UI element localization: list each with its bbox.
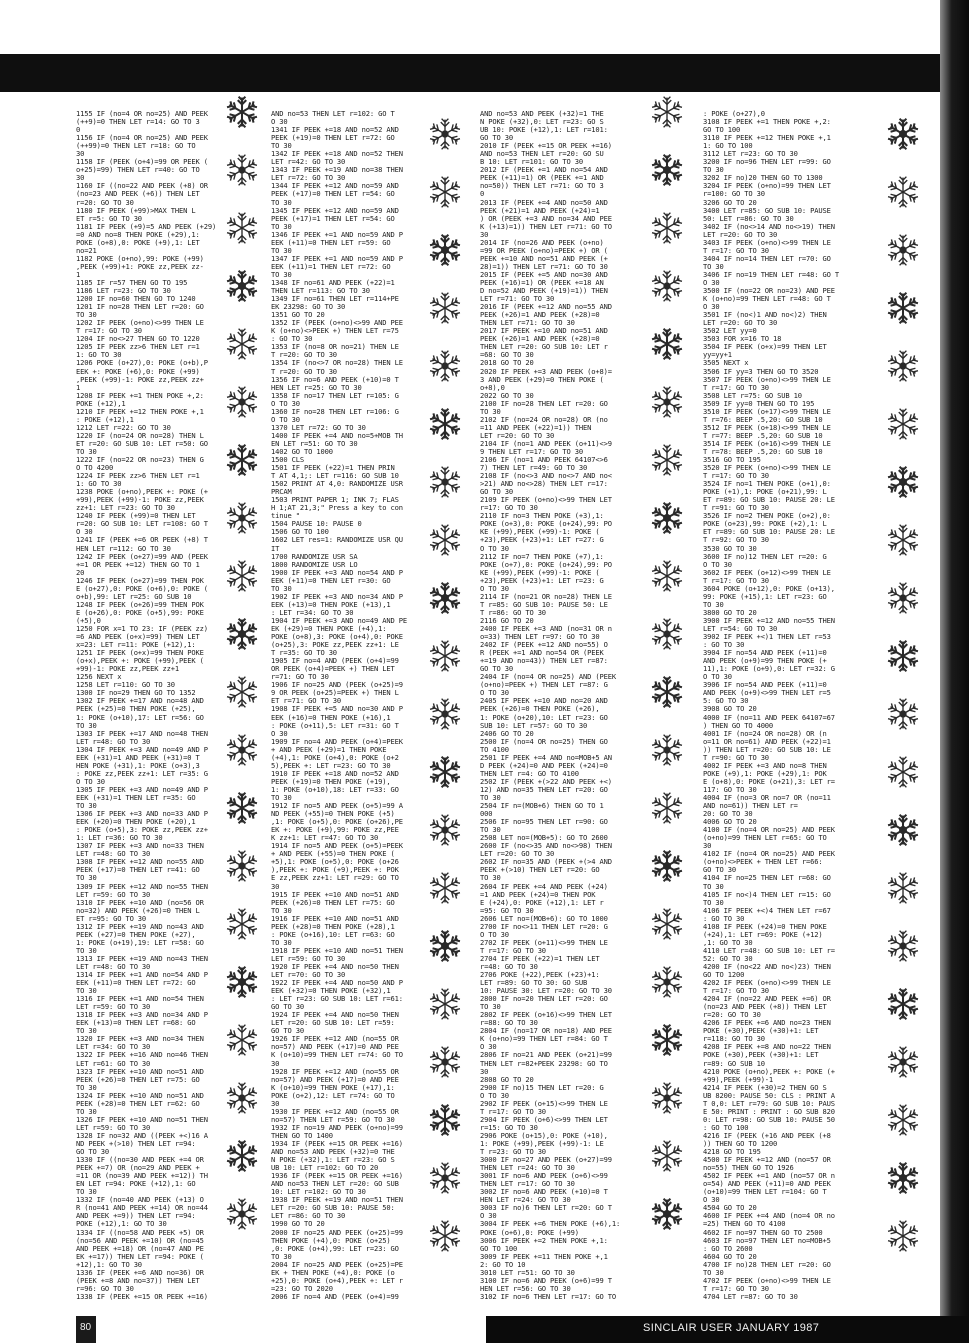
- snowflake-icon: [225, 501, 259, 535]
- snowflake-icon: [886, 1103, 920, 1137]
- snowflake-icon: [428, 233, 462, 267]
- snowflake-icon: [650, 849, 684, 883]
- snowflake-icon: [886, 1219, 920, 1253]
- listing-column-4: : POKE (o+27),0 3108 IF PEEK +=1 THEN POKE +,2: GO TO 100 3110 IF PEEK +=12 THEN POKE +,1 1: GO TO 100 3112 LET r=23: GO TO 30 3200 IF no=96 THEN LET r=99: GO TO 30 3202 IF no)20 THEN GO TO 1300 3204 IF PEEK (o+no)=99 THEN LET r=100: GO TO 30 3206 GO TO 20 3400 LET r=85: GO SUB 10: PAUSE 50: LET r=86: GO TO 30 3402 IF (no<>14 AND no<>19) THEN LET r=20: GO TO 30 3403 IF PEEK (o+no)<>99 THEN LE T r=17: GO TO 30 3404 IF no=14 THEN LET r=70: GO TO 30 3406 IF no=19 THEN LET r=48: GO T O 30 3500 IF (no=22 OR no=23) AND PEE K (o+no)=99 THEN LET r=48: GO T O 30 3501 IF (no<)1 AND no<)2) THEN LET r=20: GO TO 30 3502 LET yy=0 3503 FOR x=16 TO 18 3504 IF PEEK (o+x)=99 THEN LET yy=yy+1 3505 NEXT x 3506 IF yy=3 THEN GO TO 3520 3507 IF PEEK (o+no)<>99 THEN LE T r=17: GO TO 30 3508 LET r=75: GO SUB 10 3509 IF yy=0 THEN GO TO 195 3510 IF PEEK (o+17)<>99 THEN LE T r=76: BEEP .5,20: GO SUB 10 3512 IF PEEK (o+18)<>99 THEN LE T r=77: BEEP .5,20: GO SUB 10 3514 IF PEEK (o+16)<>99 THEN LE T r=78: BEEP .5,20: GO SUB 10 3516 GO TO 195 3520 IF PEEK (o+no)<>99 THEN LE T r=17: GO TO 30 3524 IF no=1 THEN POKE (o+1),0: POKE (+1),1: POKE (o+21),99: L ET r=89: GO SUB 10: PAUSE 20: LE T r=91: GO TO 30 3526 IF no=2 THEN POKE (o+2),0: POKE (o+23),99: POKE (+2),1: L ET r=89: GO SUB 10: PAUSE 20: LE T r=92: GO TO 30 3530 GO TO 30 3600 IF no)12 THEN LET r=20: G O TO 30 3602 IF PEEK (o+12)<>99 THEN LE T r=17: GO TO 30 3604 POKE (o+12),0: POKE (o+13), 99: POKE (+15),1: LET r=23: GO TO 30 3800 GO TO 20 3900 IF PEEK +=12 AND no=55 THEN LET r=54: GO TO 30 3902 IF PEEK +<)1 THEN LET r=53 : GO TO 30 3904 IF no=54 AND PEEK (+11)=0 AND PEEK (o+9)=99 THEN POKE (+ 11),1: POKE (o+9),0: LET r=32: G O TO 30 3906 IF no=54 AND PEEK (+11)=0 AND PEEK (o+9)<>99 THEN LET r=5 5: GO TO 30 3908 GO TO 20 4000 IF (no=11 AND PEEK 64107=67 ) THEN GO TO 4000 4001 IF (no=24 OR no=28) OR (n o=11 OR no=61) AND PEEK (+22)=1 )) THEN LET r=20: GO SUB 10: LE T r=90: GO TO 30 4002 IF PEEK +=3 AND no=8 THEN POKE (+9),1: POKE (+29),1: POK E (o+8),0: POKE (o+21),3: LET r= 117: GO TO 30 4004 IF (no=3 OR no=7 OR (no=11 AND no=61)) THEN LET r= 20: GO TO 30 4006 GO TO 20 4100 IF (no=4 OR no=25) AND PEEK (o+no)=99 THEN LET r=65: GO TO 30 4102 IF (no=4 OR no=25) AND PEEK (o+no)<>PEEK + THEN LET r=66: GO TO 30 4104 IF no=25 THEN LET r=68: GO TO 30 4105 IF no<)4 THEN LET r=15: GO TO 30 4106 IF PEEK +<)4 THEN LET r=67 : GO TO 30 4108 IF PEEK (+24)=0 THEN POKE (+24),1: LET r=69: POKE (+12) ,1: GO TO 30 4110 LET r=48: GO SUB 10: LET r= 52: GO TO 30 4200 IF (no<22 AND no<)23) THEN GO TO 1200 4202 IF PEEK (o+no)<>99 THEN LE T r=17: GO TO 30 4204 IF (no=22 AND PEEK +=6) OR (no=23 AND PEEK (+8)) THEN LET r=20: GO TO 30 4206 IF PEEK +=6 AND no=23 THEN POKE (+30),PEEK (+30)+1: LET r=118: GO TO 30 4208 IF PEEK +=8 AND no=22 THEN POKE (+30),PEEK (+30)+1: LET r=89: GO SUB 10 4210 POKE (o+no),PEEK +: POKE (+ +99),PEEK (+99)-1 4214 IF PEEK (+30)=2 THEN GO S UB 8200: PAUSE 50: CLS : PRINT A T 0,0: LET r=79: GO SUB 10: PAUS E 50: PRINT : PRINT : GO SUB 820 0: LET r=98: GO SUB 10: PAUSE 50 : GO TO 100 4216 IF (PEEK (+16 AND PEEK (+8 )) THEN GO TO 1200 4218 GO TO 195 4500 IF PEEK +=12 AND (no=57 OR no=55) THEN GO TO 1926 4502 IF PEEK +=1 AND (no=57 OR n o=54) AND PEEK (+11)=0 AND PEEK (o+10)=99 THEN LET r=104: GO T O 30 4504 GO TO 20 4600 IF PEEK +=4 AND (no=4 OR no =25) THEN GO TO 4100 4602 IF no=97 THEN GO TO 2500 4603 IF no=97 THEN LET no=MOB+5 : GO TO 2600 4604 GO TO 20 4700 IF no)28 THEN LET r=20: GO TO 30 4702 IF PEEK (o+no)<>99 THEN LE T r=17: GO TO 30 4704 LET r=87: GO TO 30: [703, 110, 839, 1300]
- snowflake-icon: [650, 153, 684, 187]
- snowflake-icon: [225, 965, 259, 999]
- snowflake-icon: [225, 849, 259, 883]
- snowflake-icon: [225, 1023, 259, 1057]
- snowflake-icon: [225, 733, 259, 767]
- snowflake-icon: [886, 929, 920, 963]
- listing-column-2: AND no=53 THEN LET r=102: GO T O 30 1341 IF PEEK +=18 AND no=52 AND PEEK (+19)=0 THEN LET r=72: GO TO 30 1342 IF PEEK +=18 AND no=52 THEN LET r=42: GO TO 30 1343 IF PEEK +=19 AND no=38 THEN LET r=72: GO TO 30 1344 IF PEEK +=12 AND no=59 AND PEEK (+17)=0 THEN LET r=54: GO TO 30 1345 IF PEEK +=12 AND no=59 AND PEEK (+17)=1 THEN LET r=54: GO TO 30 1346 IF PEEK +=1 AND no=59 AND P EEK (+11)=0 THEN LET r=59: GO TO 30 1347 IF PEEK +=1 AND no=59 AND P EEK (+11)=1 THEN LET r=72: GO TO 30 1348 IF no=61 AND PEEK (+22)=1 THEN LET r=113: GO TO 30 1349 IF no=61 THEN LET r=114+PE EK 23298: GO TO 30 1351 GO TO 20 1352 IF (PEEK (o+no)<>99 AND PEE K (o+no)<>PEEK +) THEN LET r=75 : GO TO 30 1353 IF (no=8 OR no=21) THEN LE T r=20: GO TO 30 1354 IF (no<>7 OR no=28) THEN LE T r=20: GO TO 30 1356 IF no=6 AND PEEK (+10)=0 T HEN LET r=25: GO TO 30 1358 IF no=17 THEN LET r=105: G O TO 30 1360 IF no=28 THEN LET r=106: G O TO 30 1370 LET r=72: GO TO 30 1400 IF PEEK +=4 AND no=5+MOB TH EN LET r=51: GO TO 30 1402 GO TO 1000 1500 CLS 1501 IF PEEK (+22)=1 THEN PRIN T AT 4,1;: LET r=116: GO SUB 10 1502 PRINT AT 4,0: RANDOMIZE USR PRCAM 1503 PRINT PAPER 1; INK 7; FLAS H 1;AT 21,3;" Press a key to con tinue " 1504 PAUSE 10: PAUSE 0 1506 GO TO 100 1602 LET res=1: RANDOMIZE USR QU IT 1700 RANDOMIZE USR SA 1800 RANDOMIZE USR LO 1900 IF PEEK +=3 AND no=54 AND P EEK (+11)=0 THEN LET r=30: GO TO 30 1902 IF PEEK +=3 AND no=34 AND P EEK (+13)=0 THEN POKE (+13),1 : LET r=34: GO TO 30 1904 IF PEEK +=3 AND no=49 AND PE EK (+29)=0 THEN POKE (+4),1: POKE (o+8),3: POKE (o+4),0: POKE (o+25),3: POKE zz,PEEK zz+1: LE T r=35: GO TO 30 1905 IF no=4 AND (PEEK (o+4)=99 OR PEEK (o+4)=PEEK +) THEN LET r=71: GO TO 30 1906 IF no=25 AND (PEEK (o+25)=9 9 OR PEEK (o+25)=PEEK +) THEN L ET r=71: GO TO 30 1908 IF PEEK +=5 AND no=30 AND P EEK (+16)=0 THEN POKE (+16),1 : POKE (o+11),5: LET r=31: GO T O 30 1909 IF no=4 AND PEEK (o+4)=PEEK + AND PEEK (+29)=1 THEN POKE (+4),1: POKE (o+4),0: POKE (o+2 5),PEEK +: LET r=23: GO TO 30 1910 IF PEEK +=18 AND no=52 AND PEEK (+19)=0 THEN POKE (+19), 1: POKE (o+10),18: LET r=33: GO TO 30 1912 IF no=5 AND PEEK (o+5)=99 A ND PEEK (+55)=0 THEN POKE (+5) ,1: POKE (o+5),0: POKE (o+26),PE EK +: POKE (+9),99: POKE zz,PEE K zz+1: LET r=47: GO TO 30 1914 IF no=5 AND PEEK (o+5)=PEEK + AND PEEK (+55)=0 THEN POKE ( +5),1: POKE (o+5),0: POKE (o+26 ),PEEK +: POKE (+9),PEEK +: POK E zz,PEEK zz+1: LET r=29: GO TO 30 1915 IF PEEK +=10 AND no=51 AND PEEK (+26)=0 THEN LET r=75: GO TO 30 1916 IF PEEK +=10 AND no=51 AND PEEK (+28)=0 THEN POKE (+28),1 : POKE (o+16),10: LET r=63: GO TO 30 1918 IF PEEK +=10 AND no=51 THEN LET r=59: GO TO 30 1920 IF PEEK +=4 AND no=50 THEN LET r=70: GO TO 30 1922 IF PEEK +=4 AND no=50 AND P EEK (+32)=0 THEN POKE (+32),1 : LET r=23: GO SUB 10: LET r=61: GO TO 30 1924 IF PEEK +=4 AND no=50 THEN LET r=20: GO SUB 10: LET r=59: GO TO 30 1926 IF PEEK +=12 AND (no=55 OR no=57) AND PEEK (+17)=0 AND PEE K (o+10)=99 THEN LET r=74: GO TO 30 1928 IF PEEK +=12 AND (no=55 OR no=57) AND PEEK (+17)=0 AND PEE K (o+10)=99 THEN POKE (+17),1: POKE (o+2),12: LET r=74: GO TO 30 1930 IF PEEK +=12 AND (no=55 OR no=57) THEN LET r=59: GO TO 30 1932 IF no=19 AND PEEK (o+no)=99 THEN GO TO 1400 1934 IF (PEEK +=15 OR PEEK +=16) AND no=53 AND PEEK (+32)=0 THE N POKE (+32),1: LET r=23: GO S UB 10: LET r=102: GO TO 20 1936 IF (PEEK +=15 OR PEEK +=16) AND no=53 THEN LET r=20: GO SUB 10: LET r=102: GO TO 30 1938 IF PEEK +=19 AND no=51 THEN LET r=20: GO SUB 10: PAUSE 50: LET r=86: GO TO 30 1990 GO TO 20 2000 IF no=25 AND PEEK (o+25)=99 THEN POKE (+4),0: POKE (o+25) ,0: POKE (o+4),99: LET r=23: GO TO 30 2004 IF no=25 AND PEEK (o+25)=PE EK + THEN POKE (+4),0: POKE (o +25),0: POKE (o+4),PEEK +: LET r =23: GO TO 2020 2006 IF no=4 AND (PEEK (o+4)=99: [271, 110, 407, 1300]
- snowflake-icon: [650, 791, 684, 825]
- snowflake-icon: [886, 175, 920, 209]
- snowflake-icon: [225, 327, 259, 361]
- snowflake-icon: [225, 675, 259, 709]
- snowflake-icon: [225, 1197, 259, 1231]
- snowflake-icon: [428, 929, 462, 963]
- listing-column-1: 1155 IF (no=4 OR no=25) AND PEEK (++9)=0 THEN LET r=14: GO TO 3 0 1156 IF (no=4 OR no=25) AND PEEK (++99)=0 THEN LET r=18: GO TO 30 1158 IF (PEEK (o+4)=99 OR PEEK ( o+25)=99) THEN LET r=40: GO TO 30 1160 IF ((no=22 AND PEEK (+8) OR (no=23 AND PEEK (+6)) THEN LET r=20: GO TO 30 1180 IF PEEK (+99)>MAX THEN L ET r=5: GO TO 30 1181 IF PEEK (+9)=5 AND PEEK (+29) =0 AND no=8 THEN POKE (+29),1: POKE (o+8),0: POKE (+9),1: LET no=21 1182 POKE (o+no),99: POKE (+99) ,PEEK (+99)+1: POKE zz,PEEK zz- 1 1185 IF r=57 THEN GO TO 195 1186 LET r=23: GO TO 30 1200 IF no=60 THEN GO TO 1240 1201 IF no=28 THEN LET r=20: GO TO 30 1202 IF PEEK (o+no)<>99 THEN LE T r=17: GO TO 30 1204 IF no<>27 THEN GO TO 1220 1205 IF PEEK zz>6 THEN LET r=1 1: GO TO 30 1206 POKE (o+27),0: POKE (o+b),P EEK +: POKE (+6),0: POKE (+99) ,PEEK (+99)-1: POKE zz,PEEK zz+ 1 1208 IF PEEK +=1 THEN POKE +,2: POKE (+12),1 1210 IF PEEK +=12 THEN POKE +,1 : POKE (+12),1 1212 LET r=22: GO TO 30 1220 IF (no=24 OR no=28) THEN L ET r=20: GO SUB 10: LET r=50: GO TO 30 1222 IF (no=22 OR no=23) THEN G O TO 4200 1224 IF PEEK zz>6 THEN LET r=1 1: GO TO 30 1238 POKE (o+no),PEEK +: POKE (+ +99),PEEK (+99)-1: POKE zz,PEEK zz+1: LET r=23: GO TO 30 1240 IF PEEK (+99)=0 THEN LET r=20: GO SUB 10: LET r=108: GO T O 30 1241 IF (PEEK +=6 OR PEEK (+8) T HEN LET r=112: GO TO 30 1242 IF PEEK (o+27)=99 AND (PEEK +=1 OR PEEK +=12) THEN GO TO 1 20 1246 IF PEEK (o+27)=99 THEN POK E (o+27),0: POKE (o+6),0: POKE ( o+b),99: LET r=25: GO SUB 10 1248 IF PEEK (o+26)=99 THEN POK E (o+26),0: POKE (o+5),99: POKE (+5),0 1250 FOR x=1 TO 23: IF (PEEK zz) =6 AND PEEK (o+x)=99) THEN LET x=23: LET r=11: POKE (+12),1: 1251 IF PEEK (o+x)=99 THEN POKE (o+x),PEEK +: POKE (+99),PEEK ( +99)-1: POKE zz,PEEK zz+1 1256 NEXT x 1258 LET r=110: GO TO 30 1300 IF no=29 THEN GO TO 1352 1302 IF PEEK +=17 AND no=48 AND PEEK (+25)=0 THEN POKE (+25), 1: POKE (o+10),17: LET r=56: GO TO 30 1303 IF PEEK +=17 AND no=48 THEN LET r=48: GO TO 30 1304 IF PEEK +=3 AND no=49 AND P EEK (+31)=1 AND PEEK (+31)=0 T HEN POKE (+31),1: POKE (o+3),3 : POKE zz,PEEK zz+1: LET r=35: G O TO 30 1305 IF PEEK +=3 AND no=49 AND P EEK (+31)=1 THEN LET r=35: GO TO 30 1306 IF PEEK +=3 AND no=33 AND P EEK (+20)=0 THEN POKE (+20),1 : POKE (o+5),3: POKE zz,PEEK zz+ 1: LET r=36: GO TO 30 1307 IF PEEK +=3 AND no=33 THEN LET r=48: GO TO 30 1308 IF PEEK +=12 AND no=55 AND PEEK (+17)=0 THEN LET r=41: GO TO 30 1309 IF PEEK +=12 AND no=55 THEN LET r=59: GO TO 30 1310 IF PEEK +=10 AND (no=56 OR no=32) AND PEEK (+26)=0 THEN L ET r=95: GO TO 30 1312 IF PEEK +=19 AND no=43 AND PEEK (+27)=0 THEN POKE (+27), 1: POKE (o+19),19: LET r=58: GO TO 30 1313 IF PEEK +=19 AND no=43 THEN LET r=48: GO TO 30 1314 IF PEEK +=1 AND no=54 AND P EEK (+11)=0 THEN LET r=72: GO TO 30 1316 IF PEEK +=1 AND no=54 THEN LET r=59: GO TO 30 1318 IF PEEK +=3 AND no=34 AND P EEK (+13)=0 THEN LET r=68: GO TO 30 1320 IF PEEK +=3 AND no=34 THEN LET r=34: GO TO 30 1322 IF PEEK +=16 AND no=46 THEN LET r=61: GO TO 30 1323 IF PEEK +=10 AND no=51 AND PEEK (+26)=0 THEN LET r=75: GO TO 30 1324 IF PEEK +=10 AND no=51 AND PEEK (+28)=0 THEN LET r=62: GO TO 30 1326 IF PEEK +=10 AND no=51 THEN LET r=59: GO TO 30 1328 IF no=32 AND ((PEEK +<)16 A ND PEEK +(>10) THEN LET r=94: GO TO 30 1330 IF ((no=30 AND PEEK +=4 OR PEEK +=7) OR (no=29 AND PEEK + =11 OR (no=39 AND PEEK +=12)) TH EN LET r=94: POKE (+12),1: GO TO 30 1332 IF (no=40 AND PEEK (+13) O R (no=41 AND PEEK +=14) OR no=44 AND PEEK +=9)) THEN LET r=94: POKE (+12),1: GO TO 30 1334 IF ((no=58 AND PEEK +5) OR (no=56 AND PEEK +=10) OR (no=45 AND PEEK +=18) OR (no=47 AND PE EK +=17)) THEN LET r=94: POKE ( +12),1: GO TO 30 1336 IF (PEEK +=6 AND no=36) OR (PEEK +=8 AND no=37)) THEN LET r=96: GO TO 30 1338 IF (PEEK +=15 OR PEEK +=16): [76, 110, 217, 1300]
- snowflake-icon: [225, 211, 259, 245]
- snowflake-icon: [225, 1081, 259, 1115]
- snowflake-icon: [886, 523, 920, 557]
- snowflake-icon: [886, 755, 920, 789]
- page-right-edge: [940, 0, 969, 1343]
- snowflake-icon: [428, 581, 462, 615]
- snowflake-icon: [225, 791, 259, 825]
- snowflake-icon: [428, 813, 462, 847]
- snowflake-icon: [886, 291, 920, 325]
- snowflake-icon: [650, 269, 684, 303]
- snowflake-icon: [650, 385, 684, 419]
- snowflake-icon: [886, 407, 920, 441]
- snowflake-icon: [428, 987, 462, 1021]
- snowflake-icon: [428, 871, 462, 905]
- snowflake-icon: [650, 559, 684, 593]
- snowflake-icon: [650, 95, 684, 129]
- snowflake-icon: [886, 813, 920, 847]
- snowflake-icon: [428, 175, 462, 209]
- snowflake-icon: [428, 1103, 462, 1137]
- snowflake-icon: [650, 1081, 684, 1115]
- snowflake-icon: [650, 211, 684, 245]
- magazine-footer: SINCLAIR USER JANUARY 1987: [643, 1322, 820, 1334]
- snowflake-icon: [886, 233, 920, 267]
- snowflake-icon: [650, 1023, 684, 1057]
- snowflake-icon: [650, 1139, 684, 1173]
- snowflake-icon: [886, 871, 920, 905]
- snowflake-icon: [225, 95, 259, 129]
- snowflake-icon: [886, 1161, 920, 1195]
- snowflake-icon: [428, 465, 462, 499]
- snowflake-icon: [886, 349, 920, 383]
- snowflake-icon: [428, 697, 462, 731]
- snowflake-icon: [428, 349, 462, 383]
- snowflake-icon: [886, 697, 920, 731]
- snowflake-icon: [650, 675, 684, 709]
- snowflake-icon: [225, 385, 259, 419]
- snowflake-icon: [428, 1219, 462, 1253]
- snowflake-icon: [225, 907, 259, 941]
- snowflake-icon: [886, 117, 920, 151]
- top-black-band: [0, 54, 969, 92]
- snowflake-icon: [886, 465, 920, 499]
- snowflake-icon: [650, 617, 684, 651]
- snowflake-icon: [650, 443, 684, 477]
- snowflake-icon: [650, 1197, 684, 1231]
- snowflake-icon: [225, 1139, 259, 1173]
- snowflake-icon: [650, 965, 684, 999]
- snowflake-icon: [428, 1045, 462, 1079]
- snowflake-icon: [428, 755, 462, 789]
- snowflake-icon: [428, 117, 462, 151]
- snowflake-icon: [428, 1161, 462, 1195]
- snowflake-icon: [225, 443, 259, 477]
- snowflake-icon: [650, 327, 684, 361]
- snowflake-icon: [428, 639, 462, 673]
- snowflake-icon: [428, 407, 462, 441]
- snowflake-icon: [225, 269, 259, 303]
- page-number: 80: [80, 1322, 92, 1333]
- snowflake-icon: [225, 559, 259, 593]
- snowflake-icon: [886, 1045, 920, 1079]
- snowflake-icon: [428, 291, 462, 325]
- snowflake-icon: [886, 639, 920, 673]
- snowflake-icon: [225, 153, 259, 187]
- snowflake-icon: [225, 617, 259, 651]
- snowflake-icon: [886, 987, 920, 1021]
- snowflake-icon: [428, 523, 462, 557]
- snowflake-icon: [650, 733, 684, 767]
- listing-column-3: AND no=53 AND PEEK (+32)=1 THE N POKE (+32),0: LET r=23: GO S UB 10: POKE (+12),1: LET r=101: GO TO 30 2010 IF (PEEK +=15 OR PEEK +=16) AND no=53 THEN LET r=20: GO SU B 10: LET r=101: GO TO 30 2012 IF (PEEK +=1 AND no=54 AND PEEK (+11)=1) OR (PEEK +=1 AND no=50)) THEN LET r=71: GO TO 3 0 2013 IF (PEEK +=4 AND no=50 AND PEEK (+21)=1 AND PEEK (+24)=1 ) OR (PEEK +=3 AND no=34 AND PEE K (+13)=1)) THEN LET r=71: GO TO 30 2014 IF (no=26 AND PEEK (o+no) =99 OR PEEK (o+no)=PEEK +) OR ( PEEK +=10 AND no=51 AND PEEK (+ 28)=1)) THEN LET r=71: GO TO 30 2015 IF (PEEK +=5 AND no=30 AND PEEK (+16)=1) OR (PEEK +=18 AN D no=52 AND PEEK (+19)=1)) THEN LET r=71: GO TO 30 2016 IF (PEEK +=12 AND no=55 AND PEEK (+26)=1 AND PEEK (+28)=0 THEN LET r=71: GO TO 30 2017 IF PEEK +=10 AND no=51 AND PEEK (+26)=1 AND PEEK (+28)=0 THEN LET r=20: GO SUB 10: LET r =68: GO TO 30 2018 GO TO 20 2020 IF PEEK +=3 AND PEEK (o+8)= 3 AND PEEK (+29)=0 THEN POKE ( o+8),0 2022 GO TO 30 2100 IF no=28 THEN LET r=20: GO TO 30 2102 IF (no=24 OR no=28) OR (no =11 AND PEEK (+22)=1)) THEN LET r=20: GO TO 30 2104 IF (no=1 AND PEEK (o+11)<>9 9 THEN LET r=17: GO TO 30 2106 IF (no=1 AND PEEK 64107<>6 7) THEN LET r=49: GO TO 30 2108 IF (no<>3 AND no<>7 AND no< >21) AND no<>28) THEN LET r=17: GO TO 30 2109 IF PEEK (o+no)<>99 THEN LET r=17: GO TO 30 2110 IF no=3 THEN POKE (+3),1: POKE (o+3),0: POKE (o+24),99: PO KE (+99),PEEK (+99)-1: POKE ( +23),PEEK (+23)+1: LET r=27: G O TO 30 2112 IF no=7 THEN POKE (+7),1: POKE (o+7),0: POKE (o+24),99: PO KE (+99),PEEK (+99)-1: POKE ( +23),PEEK (+23)+1: LET r=23: G O TO 30 2114 IF (no=21 OR no=28) THEN LE T r=85: GO SUB 10: PAUSE 50: LE T r=86: GO TO 30 2116 GO TO 20 2400 IF PEEK +=3 AND (no=31 OR n o=33) THEN LET r=97: GO TO 30 2402 IF (PEEK +=12 AND no=55) O R (PEEK +=1 AND no=54 OR (PEEK +=19 AND no=43)) THEN LET r=87: GO TO 30 2404 IF (no=4 OR no=25) AND (PEEK (o+no)=PEEK +) THEN LET r=87: G O TO 30 2405 IF PEEK +=10 AND no=20 AND PEEK (+26)=0 THEN POKE (+26), 1: POKE (o+20),10: LET r=23: GO SUB 10: LET r=57: GO TO 30 2406 GO TO 20 2500 IF (no=4 OR no=25) THEN GO TO 4100 2501 IF PEEK +=4 AND no=MOB+5 AN D PEEK (+24)=0 AND PEEK (+24)=0 THEN LET r=4: GO TO 4100 2502 IF (PEEK +(>22 AND PEEK +<) 12) AND no=35 THEN LET r=20: GO TO 30 2504 IF n=(MOB+6) THEN GO TO 1 000 2506 IF no=95 THEN LET r=90: GO TO 30 2508 LET no=(MOB+5): GO TO 2600 2600 IF (no<>35 AND no<>98) THEN LET r=20: GO TO 30 2602 IF no=35 AND (PEEK +(>4 AND PEEK +(>10) THEN LET r=20: GO TO 30 2604 IF PEEK +=4 AND PEEK (+24) =1 AND PEEK (+24)=0 THEN POK E (+24),0: POKE (+12),1: LET r =95: GO TO 30 2606 LET no=(MOB+6): GO TO 1000 2700 IF no<>11 THEN LET r=20: G O TO 30 2702 IF PEEK (o+11)<>99 THEN LE T r=17: GO TO 30 2704 IF PEEK (+22)=1 THEN LET r=48: GO TO 30 2706 POKE (+22),PEEK (+23)+1: LET r=89: GO TO 30: GO SUB 10: PAUSE 30: LET r=20: GO TO 30 2800 IF no=20 THEN LET r=20: GO TO 30 2802 IF PEEK (o+16)<>99 THEN LET r=88: GO TO 30 2804 IF (no=17 OR no=18) AND PEE K (o+no)=99 THEN LET r=84: GO T O 30 2806 IF no=21 AND PEEK (o+21)=99 THEN LET r=82+PEEK 23298: GO TO 30 2808 GO TO 20 2900 IF no)15 THEN LET r=20: G O TO 30 2902 IF PEEK (o+15)<>99 THEN LE T r=17: GO TO 30 2904 IF PEEK (o+6)<>99 THEN LET r=15: GO TO 30 2906 POKE (o+15),0: POKE (+10), 1: POKE (+99),PEEK (+99)-1: LE T r=23: GO TO 30 3000 IF no=27 AND PEEK (o+27)=99 THEN LET r=24: GO TO 30 3001 IF no=6 AND PEEK (o+6)<>99 THEN LET r=17: GO TO 30 3002 IF no=6 AND PEEK (+10)=0 T HEN LET r=24: GO TO 30 3003 IF no)6 THEN LET r=20: GO T O 30 3004 IF PEEK +=6 THEN POKE (+6),1: POKE (o+6),0: POKE (+99) 3006 IF PEEK +=2 THEN POKE +,1: GO TO 100 3009 IF PEEK +=11 THEN POKE +,1 2: GO TO 10 3010 LET r=51: GO TO 30 3100 IF no=6 AND PEEK (o+6)=99 T HEN LET r=56: GO TO 30 3102 IF no=6 THEN LET r=17: GO TO: [480, 110, 621, 1300]
- snowflake-icon: [650, 907, 684, 941]
- snowflake-icon: [650, 501, 684, 535]
- snowflake-icon: [886, 581, 920, 615]
